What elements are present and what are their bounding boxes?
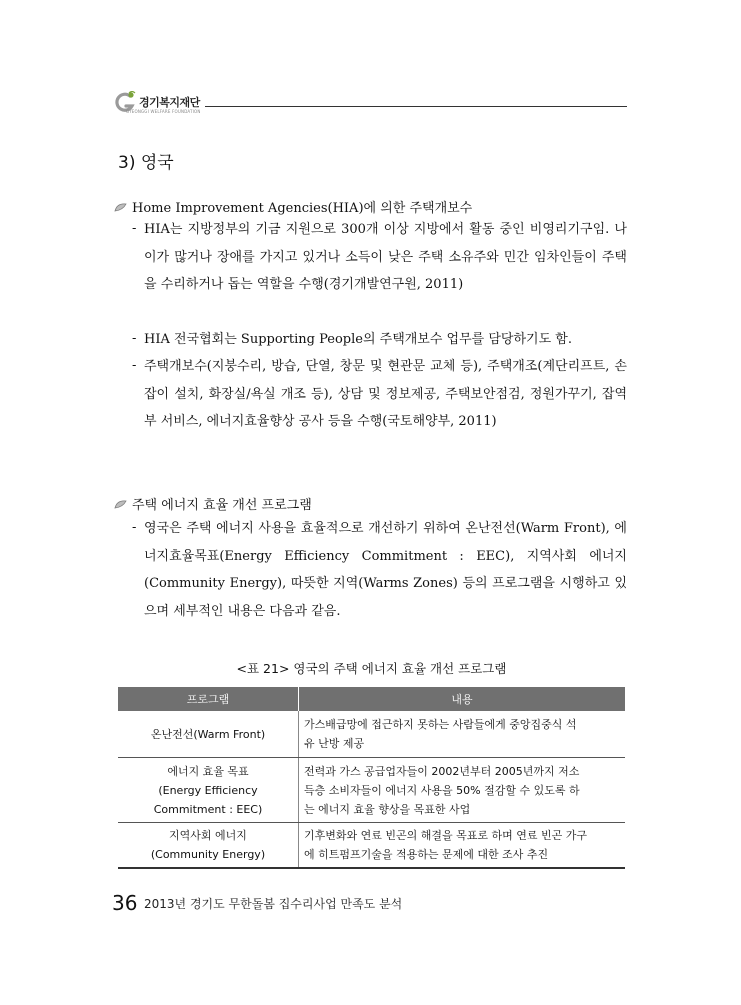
- content-cell: [299, 823, 626, 869]
- header-rule: [205, 106, 627, 107]
- content-line: 에 히트펌프기술을 적용하는 문제에 대한 조사 추진: [304, 848, 549, 861]
- content-line: 전력과 가스 공급업자들이 2002년부터 2005년까지 저소: [304, 764, 580, 778]
- program-cell: [118, 711, 299, 758]
- table-caption: <표 21> 영국의 주택 에너지 효율 개선 프로그램: [236, 661, 507, 676]
- content-cell: [299, 711, 626, 758]
- bullet-title-energy: 주택 에너지 효율 개선 프로그램: [132, 498, 312, 513]
- bullet-title-hia: Home Improvement Agencies(HIA)에 의한 주택개보수: [132, 201, 473, 216]
- content-line: 유 난방 제공: [304, 737, 365, 750]
- program-line: 온난전선(Warm Front): [150, 727, 266, 741]
- table-row: [118, 711, 625, 758]
- program-cell: [118, 823, 299, 869]
- column-header-program: 프로그램: [118, 687, 299, 711]
- bullet-leaf-icon: [114, 499, 127, 509]
- table-row: [118, 758, 625, 823]
- dash-marker: -: [132, 358, 137, 373]
- program-table: [118, 687, 625, 869]
- bullet-leaf-icon: [114, 202, 127, 212]
- dash-marker: -: [132, 520, 137, 535]
- column-header-content: 내용: [299, 687, 626, 711]
- content-cell: [299, 758, 626, 823]
- program-line: 에너지 효율 목표: [167, 764, 249, 778]
- program-line: Commitment : EEC): [153, 802, 263, 816]
- org-subtitle: GYEONGGI WELFARE FOUNDATION: [126, 109, 201, 114]
- table-row: [118, 823, 625, 869]
- content-line: 가스배급망에 접근하지 못하는 사람들에게 중앙집중식 석: [304, 718, 577, 731]
- dash-marker: -: [132, 221, 137, 236]
- program-line: 지역사회 에너지: [169, 829, 247, 842]
- program-cell: [118, 758, 299, 823]
- content-line: 기후변화와 연료 빈곤의 해결을 목표로 하며 연료 빈곤 가구: [304, 829, 587, 842]
- program-line: (Community Energy): [150, 848, 266, 861]
- org-name: 경기복지재단: [139, 96, 200, 109]
- list-item: 주택개보수(지붕수리, 방습, 단열, 창문 및 현관문 교체 등), 주택개조(계단리프트, 손잡이 설치, 화장실/욕실 개조 등), 상담 및 정보제공, 주택보안점검, 정원가꾸기, 잡역부 서비스, 에너지효율향상 공사 등을 수행(국토해양부, 2011): [144, 359, 627, 429]
- content-line: 는 에너지 효율 향상을 목표한 사업: [304, 802, 471, 816]
- content-line: 득층 소비자들이 에너지 사용을 50% 절감할 수 있도록 하: [304, 783, 580, 797]
- program-line: (Energy Efficiency: [158, 783, 258, 797]
- list-item: 영국은 주택 에너지 사용을 효율적으로 개선하기 위하여 온난전선(Warm Front), 에너지효율목표(Energy Efficiency Commitment : EEC), 지역사회 에너지(Community Energy), 따뜻한 지역(Warms Zones) 등의 프로그램을 시행하고 있으며 세부적인 내용은 다음과 같음.: [144, 521, 627, 619]
- table-header-row: [118, 687, 625, 711]
- page-number: 36: [112, 891, 138, 915]
- footer-title: 2013년 경기도 무한돌봄 집수리사업 만족도 분석: [144, 897, 403, 911]
- list-item: HIA는 지방정부의 기금 지원으로 300개 이상 지방에서 활동 중인 비영리기구임. 나이가 많거나 장애를 가지고 있거나 소득이 낮은 주택 소유주와 민간 임차인들이 주택을 수리하거나 돕는 역할을 수행(경기개발연구원, 2011): [144, 222, 627, 292]
- dash-marker: -: [132, 331, 137, 346]
- list-item: HIA 전국협회는 Supporting People의 주택개보수 업무를 담당하기도 함.: [144, 332, 572, 347]
- section-heading: 3) 영국: [118, 153, 174, 173]
